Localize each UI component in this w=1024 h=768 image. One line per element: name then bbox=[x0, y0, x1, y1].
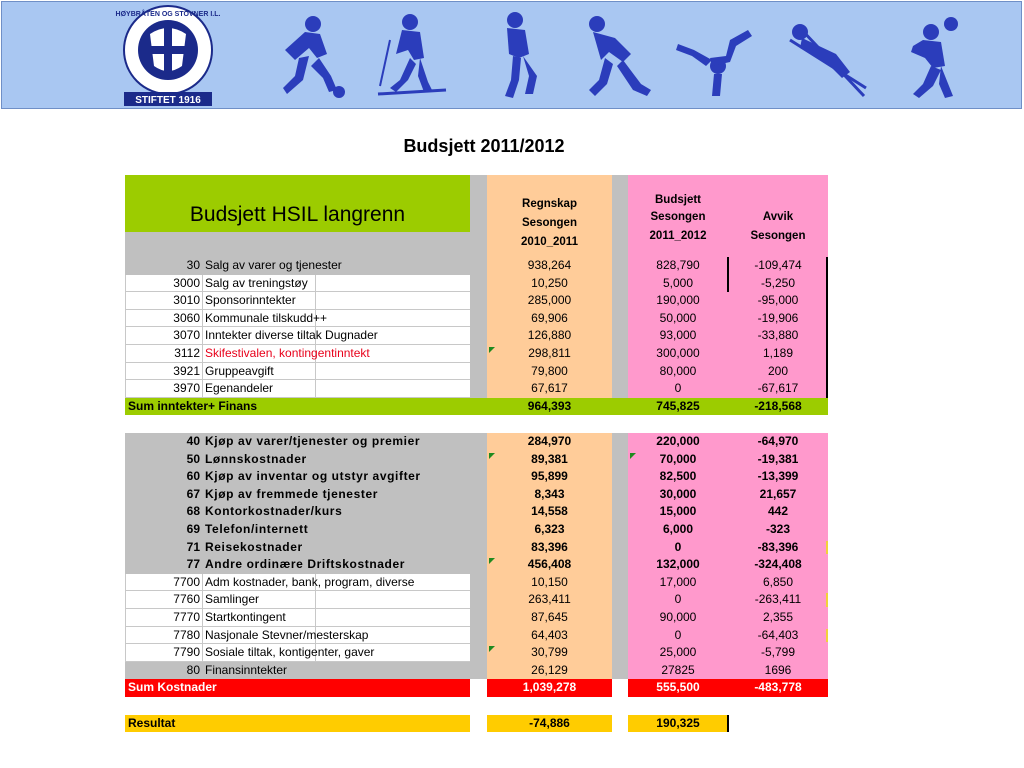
spacer-cell bbox=[470, 363, 487, 381]
spacer-cell bbox=[612, 715, 628, 733]
avvik-value: 6,850 bbox=[762, 574, 794, 589]
header-label: 2010_2011 bbox=[521, 236, 578, 248]
account-number: 40 bbox=[186, 434, 200, 448]
avvik-value: 2,355 bbox=[762, 610, 794, 624]
budsjett-value: 70,000 bbox=[659, 451, 697, 466]
spacer-cell bbox=[470, 662, 487, 680]
account-description: Skifestivalen, kontingentinntekt bbox=[205, 346, 370, 360]
regnskap-value: 69,906 bbox=[531, 310, 568, 325]
spacer-cell bbox=[612, 433, 628, 451]
regnskap-value: 938,264 bbox=[527, 258, 572, 272]
account-number: 3112 bbox=[174, 346, 200, 360]
regnskap-value: 263,411 bbox=[528, 592, 571, 607]
spacer-cell bbox=[612, 310, 628, 328]
avvik-value: 442 bbox=[767, 504, 789, 519]
account-number: 7770 bbox=[173, 610, 200, 624]
club-logo bbox=[98, 4, 238, 108]
avvik-value: -323 bbox=[765, 522, 791, 536]
header-label: Budsjett bbox=[655, 194, 701, 206]
spacer-cell bbox=[470, 574, 487, 592]
avvik-value: -5,799 bbox=[760, 645, 796, 660]
avvik-value: 21,657 bbox=[759, 486, 797, 501]
regnskap-value: 964,393 bbox=[527, 398, 572, 413]
budsjett-value bbox=[628, 697, 728, 715]
spacer-cell bbox=[612, 574, 628, 592]
avvik-value: -64,403 bbox=[757, 627, 799, 642]
spacer-cell bbox=[470, 433, 487, 451]
avvik-value: -483,778 bbox=[754, 680, 802, 695]
spacer-cell bbox=[612, 539, 628, 557]
account-number: 71 bbox=[186, 539, 200, 554]
budsjett-value: 6,000 bbox=[662, 522, 694, 536]
budsjett-value: 5,000 bbox=[662, 275, 694, 290]
avvik-value: -218,568 bbox=[754, 398, 802, 413]
avvik-value bbox=[728, 697, 828, 715]
handball-player-icon bbox=[895, 10, 965, 100]
account-number: 3060 bbox=[173, 310, 200, 325]
account-number: 3921 bbox=[173, 363, 200, 378]
spacer-cell bbox=[612, 627, 628, 645]
avvik-value: -263,411 bbox=[754, 592, 802, 607]
budsjett-value: 25,000 bbox=[659, 645, 697, 660]
account-number: 3000 bbox=[173, 275, 200, 290]
account-description: Kjøp av fremmede tjenester bbox=[205, 486, 378, 501]
budsjett-value: 27825 bbox=[661, 662, 695, 677]
gymnast-icon bbox=[670, 10, 760, 100]
sprinter-icon bbox=[575, 10, 655, 100]
edge-marker bbox=[826, 593, 828, 607]
account-number: 69 bbox=[186, 522, 200, 536]
border-rule bbox=[727, 715, 729, 733]
avvik-value: -83,396 bbox=[757, 539, 799, 554]
spacer-cell bbox=[470, 539, 487, 557]
avvik-value: -64,970 bbox=[757, 434, 799, 448]
spacer-cell bbox=[612, 451, 628, 469]
spacer-cell bbox=[612, 697, 628, 715]
avvik-value: 1696 bbox=[764, 662, 792, 677]
spacer-cell bbox=[612, 521, 628, 539]
account-number: 3010 bbox=[173, 293, 200, 308]
budsjett-value: 30,000 bbox=[659, 486, 697, 501]
avvik-value: -19,381 bbox=[757, 451, 799, 466]
page-title: Budsjett 2011/2012 bbox=[403, 136, 565, 156]
spacer-cell bbox=[612, 609, 628, 627]
regnskap-value: 6,323 bbox=[534, 522, 565, 536]
header-label: 2011_2012 bbox=[649, 230, 707, 242]
spacer-cell bbox=[612, 292, 628, 310]
spacer-cell bbox=[612, 468, 628, 486]
spacer-cell bbox=[612, 398, 628, 416]
spacer-cell bbox=[470, 644, 487, 662]
regnskap-value: 64,403 bbox=[531, 627, 568, 642]
spacer-cell bbox=[470, 257, 487, 275]
account-number: 7790 bbox=[173, 645, 200, 660]
summary-label: Sum inntekter+ Finans bbox=[128, 398, 258, 413]
regnskap-value: 30,799 bbox=[531, 645, 568, 660]
account-description: Startkontingent bbox=[205, 610, 286, 624]
account-number: 77 bbox=[186, 557, 200, 572]
budsjett-value: 93,000 bbox=[659, 328, 697, 343]
account-description: Adm kostnader, bank, program, diverse bbox=[205, 574, 415, 589]
regnskap-value: 285,000 bbox=[527, 293, 572, 308]
spacer-cell bbox=[470, 591, 487, 609]
spacer-cell bbox=[470, 556, 487, 574]
account-description: Andre ordinære Driftskostnader bbox=[205, 557, 406, 572]
cross-country-skier-icon bbox=[370, 10, 450, 100]
spacer-cell bbox=[470, 679, 487, 697]
border-rule bbox=[727, 257, 729, 292]
account-description: Samlinger bbox=[205, 592, 260, 607]
budsjett-value: 80,000 bbox=[659, 363, 697, 378]
account-description bbox=[202, 415, 470, 433]
spacer-cell bbox=[612, 503, 628, 521]
budsjett-value: 0 bbox=[674, 592, 682, 607]
spacer-cell bbox=[612, 327, 628, 345]
regnskap-value: 456,408 bbox=[527, 557, 572, 572]
budsjett-value: 90,000 bbox=[659, 610, 697, 624]
account-number: 68 bbox=[186, 504, 200, 519]
spacer-cell bbox=[612, 363, 628, 381]
ski-jumper-icon bbox=[780, 10, 870, 100]
budsjett-value: 190,325 bbox=[656, 715, 700, 730]
avvik-value: -33,880 bbox=[757, 328, 799, 343]
spacer-cell bbox=[470, 310, 487, 328]
spacer-cell bbox=[612, 591, 628, 609]
spacer-cell bbox=[470, 327, 487, 345]
regnskap-value bbox=[487, 415, 612, 433]
header-grey-band bbox=[125, 232, 470, 257]
avvik-value: -13,399 bbox=[757, 469, 799, 484]
account-description: Nasjonale Stevner/mesterskap bbox=[205, 627, 369, 642]
table-title: Budsjett HSIL langrenn bbox=[189, 203, 406, 226]
account-number: 67 bbox=[186, 486, 200, 501]
budsjett-value: 15,000 bbox=[659, 504, 697, 519]
spacer-cell bbox=[470, 398, 487, 416]
spacer-cell bbox=[612, 556, 628, 574]
account-number: 7700 bbox=[173, 574, 200, 589]
comment-marker bbox=[630, 453, 636, 459]
spacer-cell bbox=[612, 380, 628, 398]
header-label: Sesongen bbox=[522, 217, 577, 229]
spacer-cell bbox=[470, 486, 487, 504]
account-number: 7760 bbox=[173, 592, 200, 607]
budsjett-value: 745,825 bbox=[656, 398, 700, 413]
avvik-value: 1,189 bbox=[762, 346, 794, 360]
soccer-player-icon bbox=[265, 10, 345, 100]
spacer-column bbox=[612, 175, 628, 257]
regnskap-value: 79,800 bbox=[531, 363, 568, 378]
budsjett-value: 0 bbox=[674, 627, 682, 642]
spacer-cell bbox=[470, 503, 487, 521]
budsjett-value: 555,500 bbox=[656, 680, 700, 695]
spacer-cell bbox=[612, 345, 628, 363]
header-label: Avvik bbox=[762, 211, 794, 223]
account-description: Kommunale tilskudd++ bbox=[205, 310, 328, 325]
spacer-cell bbox=[470, 380, 487, 398]
regnskap-value: 67,617 bbox=[531, 381, 568, 396]
comment-marker bbox=[489, 347, 495, 353]
header-label: Sesongen bbox=[750, 230, 806, 242]
edge-marker bbox=[826, 541, 828, 555]
budsjett-value: 190,000 bbox=[656, 293, 700, 308]
regnskap-value: 126,880 bbox=[527, 328, 572, 343]
account-description: Salg av treningstøy bbox=[205, 275, 308, 290]
account-number bbox=[125, 697, 202, 715]
budsjett-value: 220,000 bbox=[656, 434, 700, 448]
comment-marker bbox=[489, 558, 495, 564]
account-description: Inntekter diverse tiltak Dugnader bbox=[205, 328, 378, 343]
header-banner bbox=[0, 0, 1024, 110]
summary-label: Resultat bbox=[128, 715, 176, 730]
edge-marker bbox=[826, 629, 828, 643]
regnskap-value: 95,899 bbox=[531, 469, 568, 484]
budsjett-value: 82,500 bbox=[659, 469, 697, 484]
regnskap-value: 14,558 bbox=[531, 504, 568, 519]
avvik-value: -19,906 bbox=[757, 310, 799, 325]
svg-text:STIFTET 1916: STIFTET 1916 bbox=[135, 95, 201, 106]
regnskap-value: 87,645 bbox=[531, 610, 568, 624]
spacer-column bbox=[470, 175, 487, 257]
svg-text:HØYBRÅTEN OG STOVNER I.L.: HØYBRÅTEN OG STOVNER I.L. bbox=[115, 11, 221, 18]
account-number: 80 bbox=[186, 662, 200, 677]
account-description: Kjøp av inventar og utstyr avgifter bbox=[205, 469, 421, 484]
regnskap-value: 284,970 bbox=[527, 434, 572, 448]
budsjett-value: 0 bbox=[674, 539, 682, 554]
account-number: 7780 bbox=[173, 627, 200, 642]
header-label: Sesongen bbox=[650, 211, 706, 223]
spacer-cell bbox=[612, 644, 628, 662]
account-description: Sosiale tiltak, kontigenter, gaver bbox=[205, 645, 375, 660]
account-description: Kontorkostnader/kurs bbox=[205, 504, 343, 519]
spacer-cell bbox=[612, 486, 628, 504]
spacer-cell bbox=[470, 275, 487, 293]
spacer-cell bbox=[470, 609, 487, 627]
account-description bbox=[202, 697, 470, 715]
regnskap-value: 83,396 bbox=[531, 539, 568, 554]
account-description: Egenandeler bbox=[205, 381, 274, 396]
spacer-cell bbox=[612, 679, 628, 697]
account-description: Kjøp av varer/tjenester og premier bbox=[205, 434, 421, 448]
regnskap-value: 298,811 bbox=[528, 346, 571, 360]
spacer-cell bbox=[470, 697, 487, 715]
account-description: Salg av varer og tjenester bbox=[205, 258, 342, 272]
avvik-value: -67,617 bbox=[757, 381, 799, 396]
budsjett-value bbox=[628, 415, 728, 433]
avvik-value bbox=[728, 415, 828, 433]
regnskap-value: 10,250 bbox=[531, 275, 568, 290]
spacer-cell bbox=[470, 415, 487, 433]
comment-marker bbox=[489, 453, 495, 459]
regnskap-value bbox=[487, 697, 612, 715]
regnskap-value: 1,039,278 bbox=[522, 680, 577, 695]
spacer-cell bbox=[612, 662, 628, 680]
account-description: Finansinntekter bbox=[205, 662, 288, 677]
account-number: 3970 bbox=[173, 381, 200, 396]
budsjett-value: 300,000 bbox=[656, 346, 700, 360]
border-rule bbox=[826, 257, 828, 398]
account-description: Telefon/internett bbox=[205, 522, 309, 536]
spacer-cell bbox=[470, 345, 487, 363]
avvik-value: 200 bbox=[767, 363, 789, 378]
spacer-cell bbox=[612, 415, 628, 433]
avvik-value: -324,408 bbox=[754, 557, 802, 572]
budsjett-value: 828,790 bbox=[656, 258, 700, 272]
regnskap-value: 89,381 bbox=[531, 451, 568, 466]
account-number: 60 bbox=[186, 469, 200, 484]
spacer-cell bbox=[612, 257, 628, 275]
avvik-value: -5,250 bbox=[760, 275, 796, 290]
account-number: 3070 bbox=[173, 328, 200, 343]
spacer-cell bbox=[470, 715, 487, 733]
runner-icon bbox=[485, 10, 545, 100]
account-number: 30 bbox=[186, 258, 200, 272]
regnskap-value: 8,343 bbox=[534, 486, 565, 501]
spacer-cell bbox=[612, 275, 628, 293]
budsjett-value: 50,000 bbox=[659, 310, 697, 325]
spacer-cell bbox=[470, 627, 487, 645]
comment-marker bbox=[489, 646, 495, 652]
account-number bbox=[125, 415, 202, 433]
spacer-cell bbox=[470, 521, 487, 539]
account-description: Lønnskostnader bbox=[205, 451, 307, 466]
budget-table bbox=[125, 175, 828, 731]
header-label: Regnskap bbox=[522, 198, 577, 210]
regnskap-value: -74,886 bbox=[529, 715, 570, 730]
avvik-value bbox=[728, 715, 828, 733]
account-description: Sponsorinntekter bbox=[205, 293, 296, 308]
budsjett-value: 132,000 bbox=[656, 557, 700, 572]
avvik-value: -95,000 bbox=[757, 293, 799, 308]
summary-label: Sum Kostnader bbox=[128, 680, 217, 695]
account-description: Gruppeavgift bbox=[205, 363, 274, 378]
regnskap-value: 10,150 bbox=[531, 574, 568, 589]
budsjett-value: 17,000 bbox=[659, 574, 697, 589]
spacer-cell bbox=[470, 292, 487, 310]
spacer-cell bbox=[470, 468, 487, 486]
account-number: 50 bbox=[186, 451, 200, 466]
regnskap-value: 26,129 bbox=[531, 662, 568, 677]
avvik-value: -109,474 bbox=[754, 258, 802, 272]
budsjett-value: 0 bbox=[674, 381, 682, 396]
spacer-cell bbox=[470, 451, 487, 469]
account-description: Reisekostnader bbox=[205, 539, 303, 554]
